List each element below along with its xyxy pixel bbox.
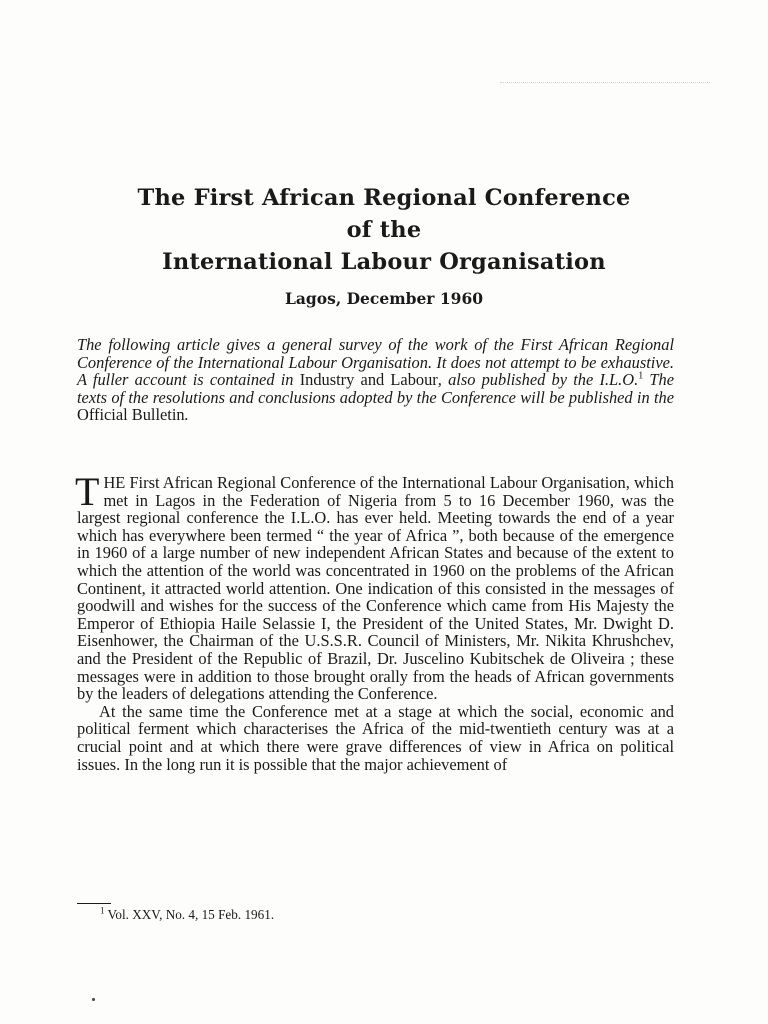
footnote-reference: 1 (638, 370, 644, 382)
footnote (100, 907, 274, 923)
article-body (75, 469, 674, 774)
abstract-text-2: , also published by the I.L.O. (437, 370, 639, 390)
scan-speck (92, 998, 95, 1001)
article-abstract (77, 336, 674, 424)
abstract-ref-industry-and-labour: Industry and Labour (299, 370, 438, 390)
title-line-3: International Labour Organisation (162, 249, 606, 275)
scan-artifact (500, 82, 710, 89)
body-paragraph-2: At the same time the Conference met at a stage at which the social, economic and political ferment which characterises the Africa of the mid-twentieth century was at a crucial point and at which there were grave differences of view in Africa on political issues. In the long run it is possible that the major achievement of (77, 701, 674, 774)
body-paragraph-1-text: HE First African Regional Conference of the International Labour Organisation, which met in Lagos in the Federation of Nigeria from 5 to 16 December 1960, was the largest regional conference the I.L.O. has ever held. Meeting towards the end of a year which has everywhere been termed “ the year of Africa ”, both because of the emergence in 1960 of a large number of new independent African States and because of the extent to which the attention of the world was concentrated in 1960 on the problems of the African Continent, it attracted world attention. One indication of this consisted in the messages of goodwill and wishes for the success of the Conference which came from His Majesty the Emperor of Ethiopia Haile Selassie I, the President of the United States, Mr. Dwight D. Eisenhower, the Chairman of the U.S.S.R. Council of Ministers, Mr. Nikita Khrushchev, and the President of the Republic of Brazil, Dr. Juscelino Kubitschek de Oliveira ; these messages were in addition to those brought orally from the heads of African governments by the leaders of delegations attending the Conference. (77, 473, 674, 704)
abstract-text-3: The texts of the resolutions and conclusions adopted by the Conference will be published in the (77, 370, 674, 407)
abstract-text-1: The following article gives a general survey of the work of the First African Regional Conference of the International Labour Organisation. It does not attempt to be exhaustive. A fuller account is contained in (77, 335, 674, 390)
footnote-mark: 1 (100, 905, 105, 916)
abstract-text-4: . (184, 405, 189, 425)
drop-cap: T (75, 469, 100, 514)
article-title (60, 182, 708, 278)
abstract-ref-official-bulletin: Official Bulletin (77, 405, 185, 425)
body-paragraph-1 (75, 469, 674, 704)
footnote-text: Vol. XXV, No. 4, 15 Feb. 1961. (104, 907, 275, 922)
footnote-divider (77, 903, 111, 904)
title-line-2: of the (346, 217, 422, 243)
article-subtitle: Lagos, December 1960 (284, 289, 484, 308)
title-line-1: The First African Regional Conference (137, 185, 631, 211)
